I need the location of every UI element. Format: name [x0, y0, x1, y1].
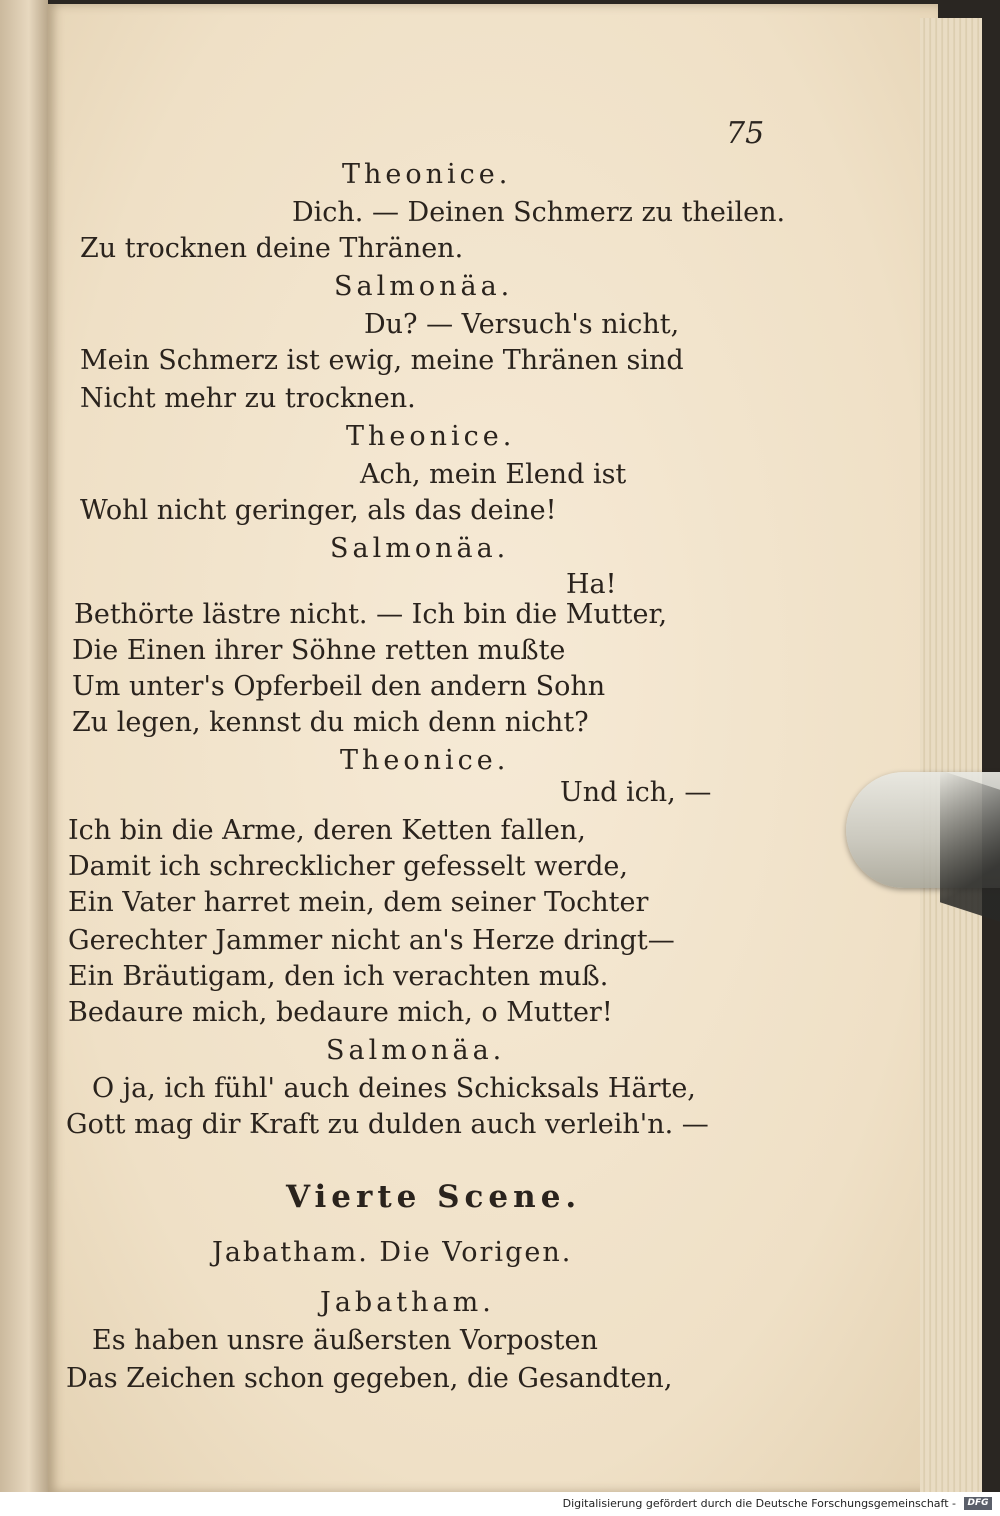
- verse-line: Zu legen, kennst du mich denn nicht?: [72, 707, 589, 738]
- verse-line: Ich bin die Arme, deren Ketten fallen,: [68, 815, 586, 846]
- footer-bar: [0, 1492, 1000, 1516]
- page-fore-edge: [920, 18, 982, 1492]
- verse-line: Mein Schmerz ist ewig, meine Thränen sind: [80, 345, 684, 376]
- verse-line: Gott mag dir Kraft zu dulden auch verleih'n. —: [66, 1109, 709, 1140]
- verse-line: Um unter's Opferbeil den andern Sohn: [72, 671, 606, 702]
- verse-line: Damit ich schrecklicher gefesselt werde,: [68, 851, 628, 882]
- verse-line: Dich. — Deinen Schmerz zu theilen.: [292, 197, 786, 228]
- speaker-theonice: Theonice.: [340, 745, 510, 776]
- verse-line: Ein Vater harret mein, dem seiner Tochter: [68, 887, 649, 918]
- speaker-salmonaea: Salmonäa.: [326, 1035, 506, 1066]
- page-number: 75: [726, 116, 765, 151]
- verse-line: Das Zeichen schon gegeben, die Gesandten,: [66, 1363, 673, 1394]
- speaker-theonice: Theonice.: [342, 159, 512, 190]
- speaker-jabatham: Jabatham.: [320, 1287, 495, 1318]
- page-clip-shadow: [940, 770, 1000, 921]
- funding-notice: Digitalisierung gefördert durch die Deutsche Forschungsgemeinschaft -: [562, 1497, 956, 1510]
- scene-heading: Vierte Scene.: [286, 1179, 582, 1215]
- verse-line: Zu trocknen deine Thränen.: [80, 233, 464, 264]
- speaker-theonice: Theonice.: [346, 421, 516, 452]
- verse-line: Bethörte lästre nicht. — Ich bin die Mutter,: [74, 599, 668, 630]
- dfg-logo: DFG: [964, 1497, 992, 1510]
- speaker-salmonaea: Salmonäa.: [334, 271, 514, 302]
- verse-line: Ach, mein Elend ist: [360, 459, 627, 490]
- verse-line: Nicht mehr zu trocknen.: [80, 383, 416, 414]
- verse-line: Es haben unsre äußersten Vorposten: [92, 1325, 598, 1356]
- verse-line: Ein Bräutigam, den ich verachten muß.: [68, 961, 609, 992]
- scene-persons: Jabatham. Die Vorigen.: [212, 1237, 573, 1268]
- verse-line: Die Einen ihrer Söhne retten mußte: [72, 635, 566, 666]
- verse-line: Gerechter Jammer nicht an's Herze dringt—: [68, 925, 675, 956]
- verse-line: Wohl nicht geringer, als das deine!: [80, 495, 557, 526]
- verse-line: Bedaure mich, bedaure mich, o Mutter!: [68, 997, 613, 1028]
- verse-line: Du? — Versuch's nicht,: [364, 309, 680, 340]
- verse-line: Und ich, —: [560, 777, 712, 808]
- verse-line: O ja, ich fühl' auch deines Schicksals Härte,: [92, 1073, 696, 1104]
- speaker-salmonaea: Salmonäa.: [330, 533, 510, 564]
- verse-line: Ha!: [566, 569, 617, 600]
- adjacent-page-edge: [0, 0, 48, 1492]
